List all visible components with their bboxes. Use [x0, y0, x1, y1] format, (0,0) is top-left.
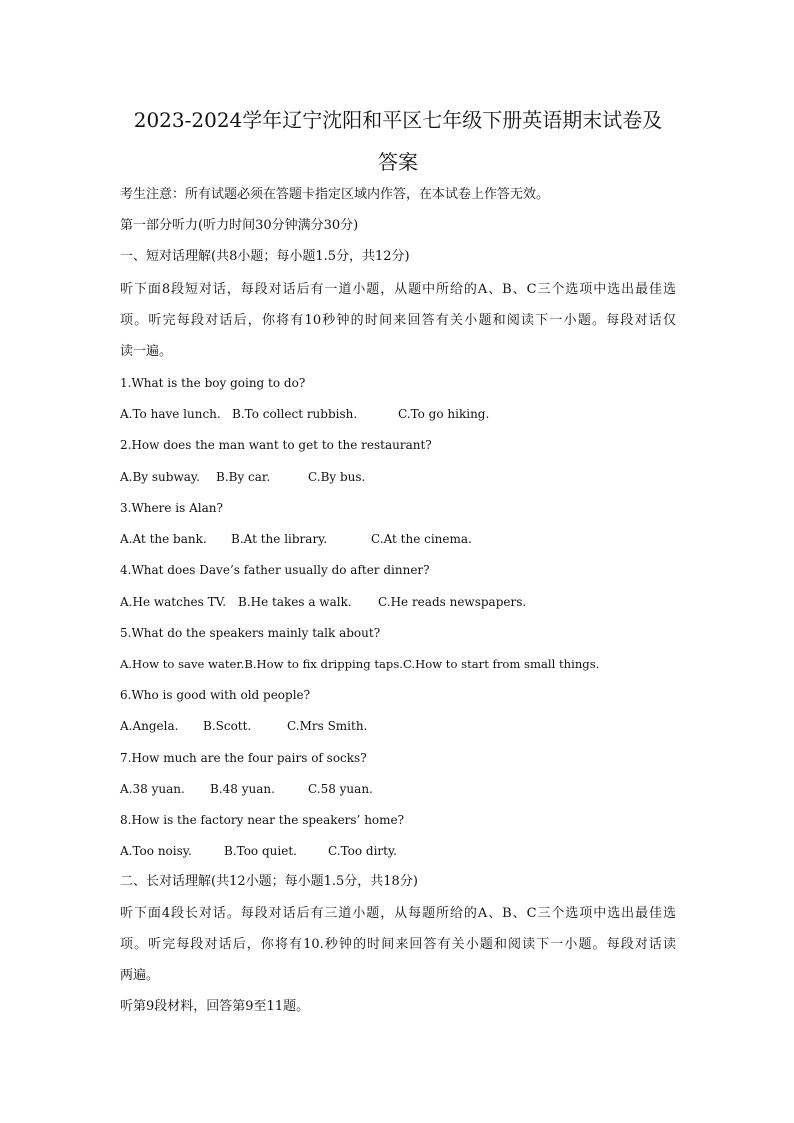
question-8-options: [120, 842, 676, 860]
question-2-options: [120, 468, 676, 486]
question-8: 8.How is the factory near the speakers’ home?: [120, 813, 405, 827]
option-b: B.By car.: [216, 470, 271, 484]
option-a: A.He watches TV.: [120, 595, 227, 609]
option-c: C.Mrs Smith.: [287, 719, 368, 733]
option-a: A.Too noisy.: [120, 844, 192, 858]
question-2: 2.How does the man want to get to the restaurant?: [120, 438, 432, 452]
option-c: C.Too dirty.: [328, 844, 397, 858]
option-b: B.At the library.: [231, 532, 328, 546]
section1-instruction-line: 听下面8段短对话，每段对话后有一道小题，从题中所给的A、B、C三个选项中选出最佳选: [120, 282, 676, 297]
document-title-line-1: 2023-2024学年辽宁沈阳和平区七年级下册英语期末试卷及: [133, 108, 663, 132]
option-c: C.At the cinema.: [371, 532, 472, 546]
option-a: A.By subway.: [120, 470, 200, 484]
question-3: 3.Where is Alan?: [120, 501, 223, 515]
question-5-options: A.How to save water.B.How to fix dripping taps.C.How to start from small things.: [120, 657, 600, 671]
section2-sub-instruction: 听第9段材料，回答第9至11题。: [120, 999, 310, 1014]
option-c: C.To go hiking.: [398, 407, 490, 421]
question-3-options: [120, 530, 676, 548]
option-b: B.Too quiet.: [224, 844, 297, 858]
option-c: C.58 yuan.: [308, 782, 373, 796]
question-6: 6.Who is good with old people?: [120, 688, 311, 702]
question-6-options: [120, 717, 676, 735]
part1-heading: 第一部分听力(听力时间30分钟满分30分): [120, 218, 359, 233]
document-title-line-2: 答案: [378, 150, 418, 174]
option-b: B.He takes a walk.: [238, 595, 352, 609]
option-b: B.To collect rubbish.: [232, 407, 358, 421]
question-7: 7.How much are the four pairs of socks?: [120, 751, 367, 765]
option-a: A.Angela.: [120, 719, 179, 733]
question-4-options: [120, 593, 676, 611]
section2-instruction-line: 项。听完每段对话后，你将有10.秒钟的时间来回答有关小题和阅读下一小题。每段对话读: [120, 937, 676, 952]
option-c: C.By bus.: [308, 470, 366, 484]
section1-instruction-line: 读一遍。: [120, 344, 173, 359]
option-a: A.To have lunch.: [120, 407, 221, 421]
option-a: A.38 yuan.: [120, 782, 185, 796]
section1-heading: 一、短对话理解(共8小题；每小题1.5分，共12分): [120, 249, 410, 264]
option-a: A.At the bank.: [120, 532, 207, 546]
notice-text: 考生注意：所有试题必须在答题卡指定区域内作答，在本试卷上作答无效。: [120, 187, 550, 202]
section1-instruction-line: 项。听完每段对话后，你将有10秒钟的时间来回答有关小题和阅读下一小题。每段对话仅: [120, 313, 676, 328]
option-b: B.48 yuan.: [210, 782, 275, 796]
question-5: 5.What do the speakers mainly talk about?: [120, 626, 381, 640]
question-4: 4.What does Dave’s father usually do after dinner?: [120, 563, 430, 577]
question-1-options: [120, 405, 676, 423]
question-1: 1.What is the boy going to do?: [120, 376, 306, 390]
section2-instruction-line: 听下面4段长对话。每段对话后有三道小题，从每题所给的A、B、C三个选项中选出最佳选: [120, 906, 676, 921]
section2-heading: 二、长对话理解(共12小题；每小题1.5分，共18分): [120, 874, 418, 889]
question-7-options: [120, 780, 676, 798]
section2-instruction-line: 两遍。: [120, 968, 160, 983]
option-c: C.He reads newspapers.: [378, 595, 527, 609]
option-b: B.Scott.: [203, 719, 252, 733]
